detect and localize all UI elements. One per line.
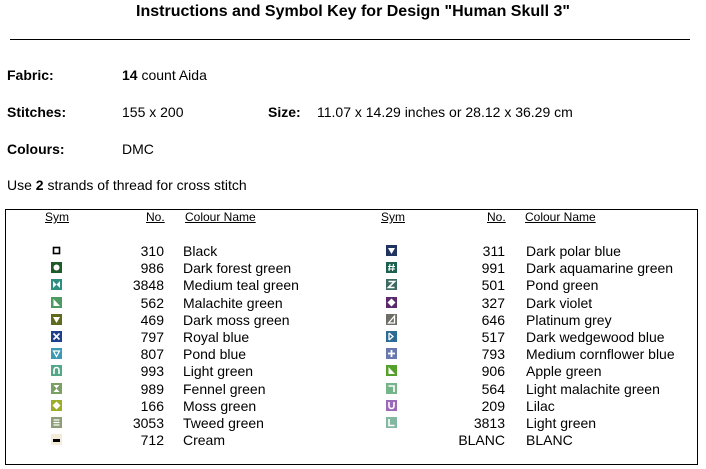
dmc-number: 166 bbox=[140, 397, 164, 414]
colour-name: Malachite green bbox=[183, 294, 283, 311]
colour-name: Royal blue bbox=[183, 329, 250, 345]
dmc-number: 793 bbox=[481, 346, 505, 363]
colour-name: Tweed green bbox=[183, 415, 264, 431]
colour-name: Light green bbox=[183, 363, 254, 380]
page-title: Instructions and Symbol Key for Design "Human Skull 3" bbox=[136, 3, 570, 20]
dmc-number: 712 bbox=[140, 432, 164, 449]
dmc-number: 807 bbox=[140, 346, 164, 363]
platinum-grey-triangle-icon bbox=[386, 314, 397, 325]
colour-name: Pond blue bbox=[183, 346, 247, 363]
colour-name: Dark aquamarine green bbox=[526, 260, 674, 277]
dmc-number: 310 bbox=[140, 243, 164, 259]
dmc-number: 646 bbox=[481, 311, 505, 328]
dmc-number: 3813 bbox=[473, 415, 505, 431]
dmc-number: 989 bbox=[140, 380, 164, 397]
title-rule bbox=[10, 39, 690, 40]
pond-green-z-icon bbox=[386, 279, 397, 290]
colour-name: Medium cornflower blue bbox=[526, 346, 675, 363]
lilac-u-icon bbox=[386, 400, 397, 411]
strands-post: strands of thread for cross stitch bbox=[43, 177, 247, 193]
colour-name: Dark wedgewood blue bbox=[526, 329, 665, 345]
dmc-number: 991 bbox=[481, 260, 505, 277]
key-row-right bbox=[0, 329, 706, 346]
colour-name: BLANC bbox=[526, 432, 573, 449]
colour-name: Lilac bbox=[526, 397, 555, 414]
dmc-number: 311 bbox=[482, 243, 505, 259]
colour-name: Medium teal green bbox=[183, 277, 299, 294]
colour-name: Light green bbox=[526, 415, 597, 431]
dmc-number: 501 bbox=[481, 277, 505, 294]
dmc-number: 3053 bbox=[132, 415, 164, 431]
fabric-label: Fabric: bbox=[7, 67, 54, 83]
fabric-value bbox=[122, 67, 207, 83]
key-row-right bbox=[0, 415, 706, 432]
colour-name: Moss green bbox=[183, 397, 257, 414]
key-row-right bbox=[0, 295, 706, 312]
key-row-right bbox=[0, 260, 706, 277]
dmc-number: 327 bbox=[481, 294, 505, 311]
dmc-number: 986 bbox=[140, 260, 164, 277]
apple-green-triangle-icon bbox=[386, 365, 397, 376]
dark-polar-blue-triangle-down-icon bbox=[386, 245, 397, 256]
colours-value: DMC bbox=[122, 141, 154, 157]
dark-aquamarine-green-hash-icon bbox=[386, 262, 397, 273]
fabric-type: count Aida bbox=[137, 67, 207, 83]
header-sym-left: Sym bbox=[45, 210, 69, 224]
header-sym-right: Sym bbox=[381, 210, 405, 224]
dmc-number: 564 bbox=[481, 380, 505, 397]
dmc-number: 906 bbox=[481, 363, 505, 380]
dark-violet-diamond-icon bbox=[386, 297, 397, 308]
light-green-corner-icon bbox=[386, 417, 397, 428]
colours-label: Colours: bbox=[7, 141, 65, 157]
header-name-right: Colour Name bbox=[525, 210, 596, 224]
colour-name: Apple green bbox=[526, 363, 602, 380]
key-row-right bbox=[0, 277, 706, 294]
key-row-right bbox=[0, 432, 706, 449]
stitches-label: Stitches: bbox=[7, 104, 67, 120]
colour-name: Dark polar blue bbox=[526, 243, 621, 259]
colour-name: Pond green bbox=[526, 277, 599, 294]
dmc-number: 3848 bbox=[132, 277, 164, 294]
colour-name: Fennel green bbox=[183, 380, 266, 397]
key-row-right bbox=[0, 381, 706, 398]
strands-instruction bbox=[7, 177, 247, 193]
fabric-count: 14 bbox=[122, 67, 138, 83]
colour-name: Light malachite green bbox=[526, 380, 660, 397]
header-name-left: Colour Name bbox=[185, 210, 256, 224]
key-row-right bbox=[0, 346, 706, 363]
header-no-left: No. bbox=[146, 210, 165, 224]
colour-name: Dark forest green bbox=[183, 260, 292, 277]
dmc-number: 469 bbox=[140, 311, 164, 328]
dmc-number: 517 bbox=[481, 329, 505, 345]
dmc-number: 562 bbox=[140, 294, 164, 311]
size-value: 11.07 x 14.29 inches or 28.12 x 36.29 cm bbox=[317, 104, 573, 120]
strands-pre: Use bbox=[7, 177, 36, 193]
key-row-right bbox=[0, 243, 706, 260]
dmc-number: 209 bbox=[481, 397, 505, 414]
key-row-right bbox=[0, 363, 706, 380]
header-no-right: No. bbox=[487, 210, 506, 224]
blanc-swatch-icon bbox=[386, 434, 397, 445]
dmc-number: BLANC bbox=[458, 432, 505, 449]
dmc-number: 797 bbox=[140, 329, 164, 345]
dmc-number: 993 bbox=[140, 363, 164, 380]
medium-cornflower-blue-plus-icon bbox=[386, 348, 397, 359]
colour-name: Dark moss green bbox=[183, 311, 290, 328]
stitches-value: 155 x 200 bbox=[122, 104, 184, 120]
colour-name: Black bbox=[183, 243, 218, 259]
colour-name: Platinum grey bbox=[526, 311, 612, 328]
key-row-right bbox=[0, 312, 706, 329]
colour-name: Dark violet bbox=[526, 294, 593, 311]
dark-wedgewood-blue-bowtie-icon bbox=[386, 331, 397, 342]
light-malachite-green-corner-icon bbox=[386, 383, 397, 394]
strands-count: 2 bbox=[35, 177, 44, 193]
key-row-right bbox=[0, 398, 706, 415]
size-label: Size: bbox=[268, 104, 301, 120]
colour-name: Cream bbox=[183, 432, 226, 449]
